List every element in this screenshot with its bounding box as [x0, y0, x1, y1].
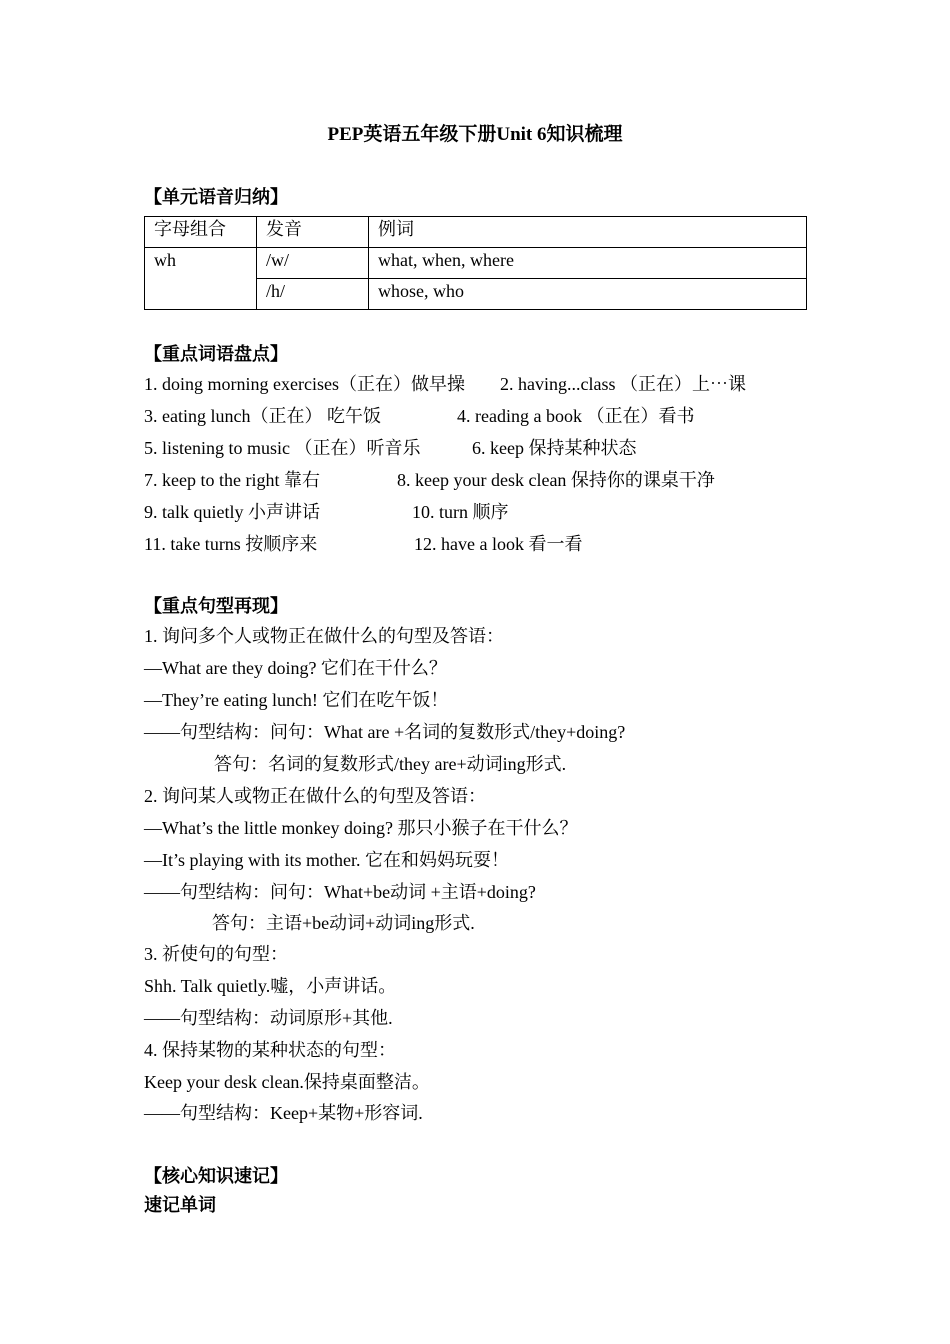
sentence-line: —They’re eating lunch! 它们在吃午饭！	[144, 690, 449, 710]
sentence-line: ——句型结构：问句：What+be动词 +主语+doing?	[144, 882, 536, 902]
section-heading-pronunciation: 【单元语音归纳】	[144, 187, 288, 207]
sentence-line: 答句：主语+be动词+动词ing形式.	[212, 913, 475, 933]
table-cell-examples: whose, who	[369, 279, 807, 310]
phrase-item: 1. doing morning exercises（正在）做早操	[144, 374, 465, 394]
sentence-line: —It’s playing with its mother. 它在和妈妈玩耍！	[144, 850, 509, 870]
sentence-line: Shh. Talk quietly.嘘，小声讲话。	[144, 976, 397, 996]
sentence-line: ——句型结构：Keep+某物+形容词.	[144, 1103, 423, 1123]
section-heading-core: 【核心知识速记】	[144, 1166, 288, 1186]
section-heading-sentences: 【重点句型再现】	[144, 596, 288, 616]
phrase-item: 2. having...class （正在）上⋯课	[500, 374, 746, 394]
table-header-cell: 发音	[257, 217, 369, 248]
sentence-line: ——句型结构：动词原形+其他.	[144, 1008, 393, 1028]
phrase-item: 12. have a look 看一看	[414, 534, 583, 554]
phrase-item: 8. keep your desk clean 保持你的课桌干净	[397, 470, 715, 490]
section-heading-words: 【重点词语盘点】	[144, 344, 288, 364]
phrase-item: 11. take turns 按顺序来	[144, 534, 318, 554]
sentence-line: 4. 保持某物的某种状态的句型：	[144, 1040, 396, 1060]
sentence-line: —What’s the little monkey doing? 那只小猴子在干什么？	[144, 818, 578, 838]
table-cell-examples: what, when, where	[369, 248, 807, 279]
phrase-item: 10. turn 顺序	[412, 502, 509, 522]
table-row	[145, 248, 807, 279]
sentence-line: ——句型结构：问句：What are +名词的复数形式/they+doing?	[144, 722, 626, 742]
sentence-line: 答句：名词的复数形式/they are+动词ing形式.	[214, 754, 567, 774]
table-header-cell: 字母组合	[145, 217, 257, 248]
table-header-row	[145, 217, 807, 248]
phrase-item: 6. keep 保持某种状态	[472, 438, 637, 458]
sentence-line: Keep your desk clean.保持桌面整洁。	[144, 1072, 430, 1092]
table-header-cell: 例词	[369, 217, 807, 248]
sentence-line: 2. 询问某人或物正在做什么的句型及答语：	[144, 786, 486, 806]
page-title: PEP英语五年级下册Unit 6知识梳理	[327, 124, 623, 145]
phrase-item: 7. keep to the right 靠右	[144, 470, 320, 490]
sentence-line: —What are they doing? 它们在干什么？	[144, 658, 447, 678]
phrase-item: 3. eating lunch（正在） 吃午饭	[144, 406, 381, 426]
phrase-item: 5. listening to music （正在）听音乐	[144, 438, 421, 458]
phrase-item: 4. reading a book （正在）看书	[457, 406, 695, 426]
subsection-heading-words: 速记单词	[144, 1195, 216, 1215]
sentence-line: 1. 询问多个人或物正在做什么的句型及答语：	[144, 626, 504, 646]
table-cell-combo: wh	[145, 248, 257, 310]
pronunciation-table	[144, 216, 807, 310]
phrase-item: 9. talk quietly 小声讲话	[144, 502, 320, 522]
table-cell-sound: /h/	[257, 279, 369, 310]
sentence-line: 3. 祈使句的句型：	[144, 944, 288, 964]
table-cell-sound: /w/	[257, 248, 369, 279]
